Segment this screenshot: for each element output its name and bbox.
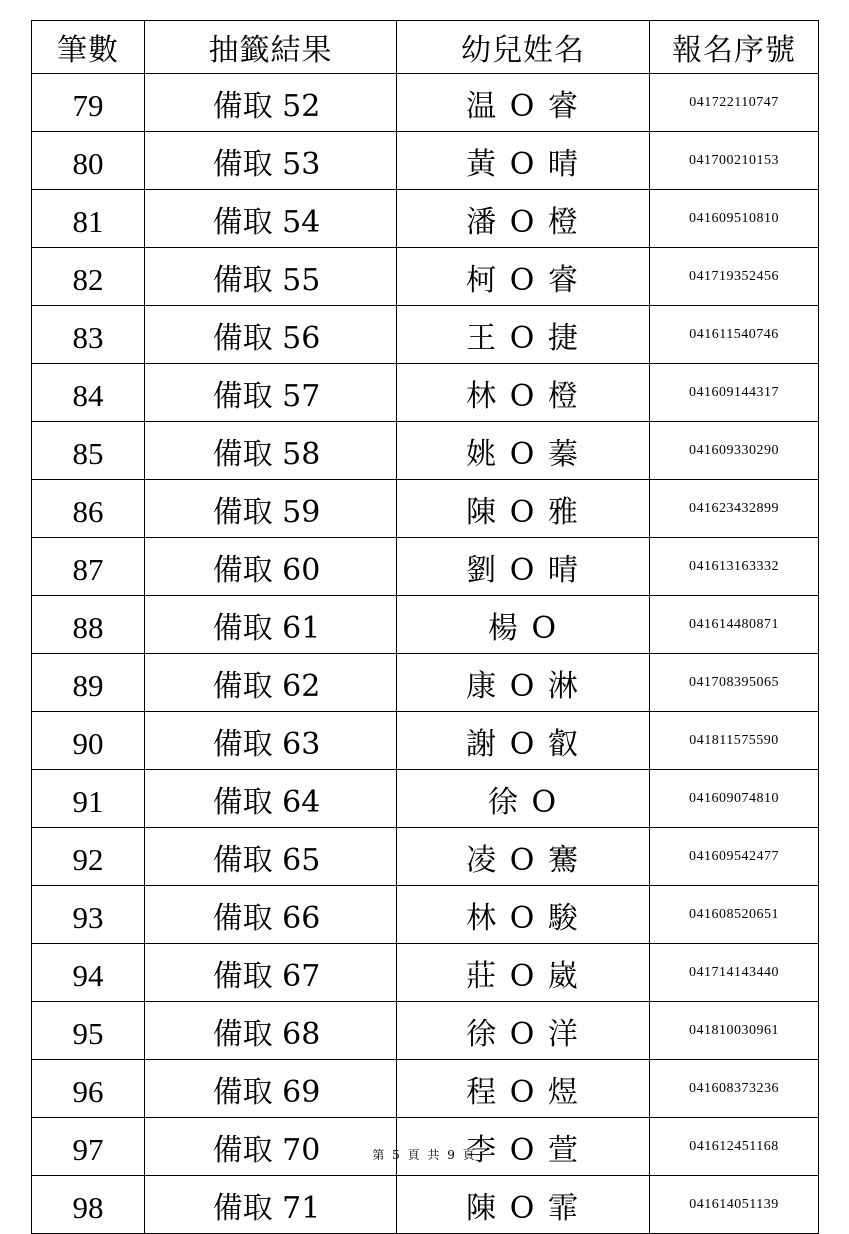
table-row bbox=[32, 654, 819, 712]
row-result: 備取 66 bbox=[145, 886, 397, 944]
row-index: 89 bbox=[32, 654, 145, 712]
row-serial-number: 041714143440 bbox=[650, 944, 819, 1002]
row-index: 93 bbox=[32, 886, 145, 944]
row-index: 96 bbox=[32, 1060, 145, 1118]
row-child-name: 劉 O 晴 bbox=[397, 538, 650, 596]
row-index: 82 bbox=[32, 248, 145, 306]
row-child-name: 陳 O 雅 bbox=[397, 480, 650, 538]
table-row bbox=[32, 596, 819, 654]
table-row bbox=[32, 944, 819, 1002]
row-index: 80 bbox=[32, 132, 145, 190]
row-index: 97 bbox=[32, 1118, 145, 1176]
row-serial-number: 041608520651 bbox=[650, 886, 819, 944]
table-row bbox=[32, 1176, 819, 1234]
row-serial-number: 041614051139 bbox=[650, 1176, 819, 1234]
header-index: 筆數 bbox=[32, 21, 145, 74]
row-index: 98 bbox=[32, 1176, 145, 1234]
table-row bbox=[32, 74, 819, 132]
table-row bbox=[32, 770, 819, 828]
row-child-name: 黃 O 晴 bbox=[397, 132, 650, 190]
table-row bbox=[32, 422, 819, 480]
table-row bbox=[32, 132, 819, 190]
row-child-name: 陳 O 霏 bbox=[397, 1176, 650, 1234]
row-index: 91 bbox=[32, 770, 145, 828]
row-child-name: 凌 O 騫 bbox=[397, 828, 650, 886]
row-serial-number: 041611540746 bbox=[650, 306, 819, 364]
row-child-name: 徐 O bbox=[397, 770, 650, 828]
table-row bbox=[32, 306, 819, 364]
table-row bbox=[32, 190, 819, 248]
row-serial-number: 041608373236 bbox=[650, 1060, 819, 1118]
table-body bbox=[32, 74, 819, 1234]
row-child-name: 徐 O 洋 bbox=[397, 1002, 650, 1060]
row-serial-number: 041609074810 bbox=[650, 770, 819, 828]
row-index: 90 bbox=[32, 712, 145, 770]
row-result: 備取 52 bbox=[145, 74, 397, 132]
table-row bbox=[32, 1060, 819, 1118]
lottery-result-table bbox=[31, 20, 819, 1234]
row-serial-number: 041609144317 bbox=[650, 364, 819, 422]
row-serial-number: 041810030961 bbox=[650, 1002, 819, 1060]
row-child-name: 楊 O bbox=[397, 596, 650, 654]
row-index: 79 bbox=[32, 74, 145, 132]
row-index: 81 bbox=[32, 190, 145, 248]
table-row bbox=[32, 1002, 819, 1060]
row-child-name: 温 O 睿 bbox=[397, 74, 650, 132]
row-index: 95 bbox=[32, 1002, 145, 1060]
row-result: 備取 53 bbox=[145, 132, 397, 190]
row-child-name: 程 O 煜 bbox=[397, 1060, 650, 1118]
row-child-name: 莊 O 崴 bbox=[397, 944, 650, 1002]
row-child-name: 林 O 橙 bbox=[397, 364, 650, 422]
page-number: 第 5 頁 共 9 頁 bbox=[372, 1148, 477, 1162]
row-serial-number: 041719352456 bbox=[650, 248, 819, 306]
row-serial-number: 041609542477 bbox=[650, 828, 819, 886]
row-serial-number: 041609330290 bbox=[650, 422, 819, 480]
table-row bbox=[32, 248, 819, 306]
row-result: 備取 65 bbox=[145, 828, 397, 886]
row-result: 備取 63 bbox=[145, 712, 397, 770]
row-result: 備取 56 bbox=[145, 306, 397, 364]
row-child-name: 謝 O 叡 bbox=[397, 712, 650, 770]
header-row bbox=[32, 21, 819, 74]
header-serial: 報名序號 bbox=[650, 21, 819, 74]
row-index: 88 bbox=[32, 596, 145, 654]
row-serial-number: 041614480871 bbox=[650, 596, 819, 654]
row-index: 83 bbox=[32, 306, 145, 364]
row-child-name: 林 O 駿 bbox=[397, 886, 650, 944]
row-serial-number: 041612451168 bbox=[650, 1118, 819, 1176]
row-result: 備取 54 bbox=[145, 190, 397, 248]
row-child-name: 潘 O 橙 bbox=[397, 190, 650, 248]
row-result: 備取 68 bbox=[145, 1002, 397, 1060]
row-result: 備取 55 bbox=[145, 248, 397, 306]
row-child-name: 柯 O 睿 bbox=[397, 248, 650, 306]
row-child-name: 康 O 淋 bbox=[397, 654, 650, 712]
row-serial-number: 041700210153 bbox=[650, 132, 819, 190]
row-result: 備取 61 bbox=[145, 596, 397, 654]
row-serial-number: 041811575590 bbox=[650, 712, 819, 770]
table-row bbox=[32, 364, 819, 422]
row-result: 備取 71 bbox=[145, 1176, 397, 1234]
table-row bbox=[32, 538, 819, 596]
table-header bbox=[32, 21, 819, 74]
row-index: 86 bbox=[32, 480, 145, 538]
row-result: 備取 70 bbox=[145, 1118, 397, 1176]
header-result: 抽籤結果 bbox=[145, 21, 397, 74]
row-child-name: 李 O 萱 bbox=[397, 1118, 650, 1176]
row-result: 備取 58 bbox=[145, 422, 397, 480]
row-index: 84 bbox=[32, 364, 145, 422]
row-index: 94 bbox=[32, 944, 145, 1002]
row-result: 備取 62 bbox=[145, 654, 397, 712]
row-result: 備取 64 bbox=[145, 770, 397, 828]
row-child-name: 王 O 捷 bbox=[397, 306, 650, 364]
header-name: 幼兒姓名 bbox=[397, 21, 650, 74]
row-result: 備取 67 bbox=[145, 944, 397, 1002]
row-result: 備取 60 bbox=[145, 538, 397, 596]
row-result: 備取 69 bbox=[145, 1060, 397, 1118]
row-serial-number: 041708395065 bbox=[650, 654, 819, 712]
row-index: 92 bbox=[32, 828, 145, 886]
table-row bbox=[32, 886, 819, 944]
row-serial-number: 041609510810 bbox=[650, 190, 819, 248]
row-result: 備取 57 bbox=[145, 364, 397, 422]
row-index: 87 bbox=[32, 538, 145, 596]
row-serial-number: 041613163332 bbox=[650, 538, 819, 596]
table-row bbox=[32, 480, 819, 538]
row-child-name: 姚 O 蓁 bbox=[397, 422, 650, 480]
row-result: 備取 59 bbox=[145, 480, 397, 538]
row-index: 85 bbox=[32, 422, 145, 480]
table-row bbox=[32, 828, 819, 886]
row-serial-number: 041623432899 bbox=[650, 480, 819, 538]
table-row bbox=[32, 712, 819, 770]
row-serial-number: 041722110747 bbox=[650, 74, 819, 132]
